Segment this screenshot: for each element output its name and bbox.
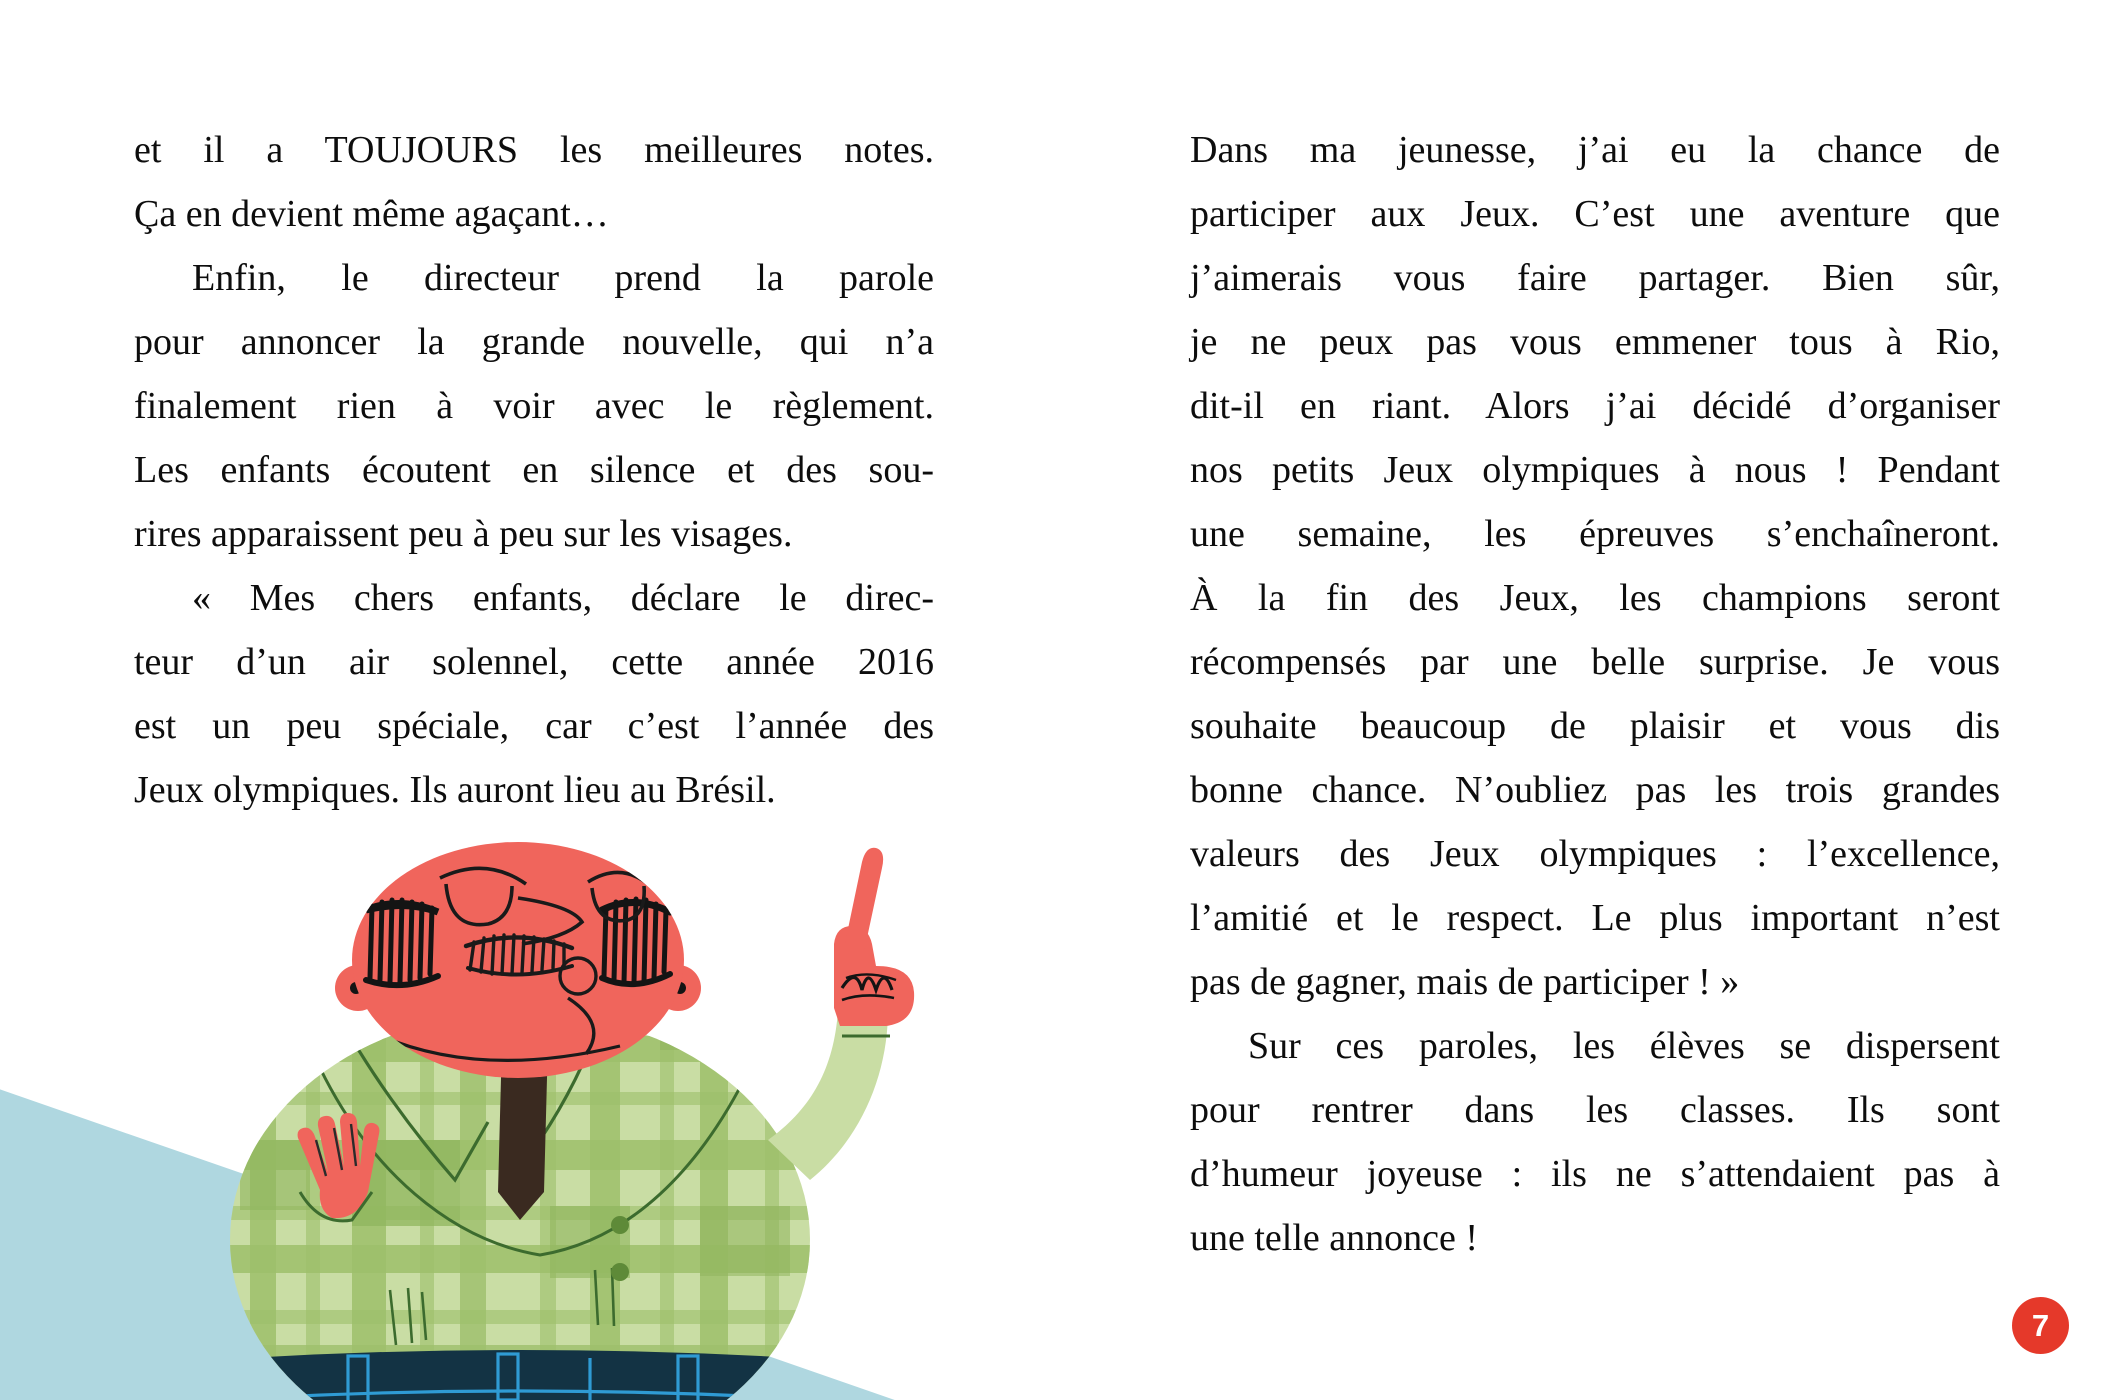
- pointing-arm: [768, 848, 914, 1180]
- text-line: pour annoncer la grande nouvelle, qui n’a: [134, 321, 934, 363]
- text-line: l’amitié et le respect. Le plus important n’est: [1190, 897, 2000, 939]
- text-line: bonne chance. N’oubliez pas les trois grandes: [1190, 769, 2000, 811]
- text-line: Les enfants écoutent en silence et des sou-: [134, 449, 934, 491]
- paragraph: [1190, 1014, 2000, 1270]
- text-line: nos petits Jeux olympiques à nous ! Pendant: [1190, 449, 2000, 491]
- page-number-badge: [2012, 1297, 2069, 1354]
- text-line: teur d’un air solennel, cette année 2016: [134, 641, 934, 683]
- text-line: récompensés par une belle surprise. Je vous: [1190, 641, 2000, 683]
- paragraph: [134, 118, 934, 246]
- text-line: une telle annonce !: [1190, 1217, 1479, 1259]
- paragraph: [1190, 118, 2000, 1014]
- text-line: valeurs des Jeux olympiques : l’excellence,: [1190, 833, 2000, 875]
- text-line: Ça en devient même agaçant…: [134, 193, 609, 235]
- text-line: pas de gagner, mais de participer ! »: [1190, 961, 1740, 1003]
- text-line: une semaine, les épreuves s’enchaîneront.: [1190, 513, 2000, 555]
- text-line: pour rentrer dans les classes. Ils sont: [1190, 1089, 2000, 1131]
- text-line: À la fin des Jeux, les champions seront: [1190, 577, 2000, 619]
- text-line: dit-il en riant. Alors j’ai décidé d’organiser: [1190, 385, 2000, 427]
- text-line: souhaite beaucoup de plaisir et vous dis: [1190, 705, 2000, 747]
- text-line: Sur ces paroles, les élèves se dispersent: [1248, 1025, 2000, 1067]
- page-number-label: 7: [2031, 1307, 2050, 1343]
- text-line: finalement rien à voir avec le règlement.: [134, 385, 934, 427]
- text-line: Jeux olympiques. Ils auront lieu au Brésil.: [134, 769, 776, 811]
- text-line: Dans ma jeunesse, j’ai eu la chance de: [1190, 129, 2000, 171]
- text-line: rires apparaissent peu à peu sur les visages.: [134, 513, 793, 555]
- text-line: Enfin, le directeur prend la parole: [192, 257, 934, 299]
- text-line: et il a TOUJOURS les meilleures notes.: [134, 129, 934, 171]
- principal-illustration: [120, 840, 1000, 1400]
- paragraph: [134, 566, 934, 822]
- text-line: est un peu spéciale, car c’est l’année des: [134, 705, 934, 747]
- right-text-column: [1190, 118, 2000, 1270]
- paragraph: [134, 246, 934, 566]
- text-line: je ne peux pas vous emmener tous à Rio,: [1190, 321, 2000, 363]
- left-text-column: [134, 118, 934, 822]
- jeans: [215, 1350, 830, 1400]
- text-line: « Mes chers enfants, déclare le direc-: [192, 577, 934, 619]
- text-line: d’humeur joyeuse : ils ne s’attendaient pas à: [1190, 1153, 2000, 1195]
- text-line: participer aux Jeux. C’est une aventure que: [1190, 193, 2000, 235]
- text-line: j’aimerais vous faire partager. Bien sûr,: [1190, 257, 2000, 299]
